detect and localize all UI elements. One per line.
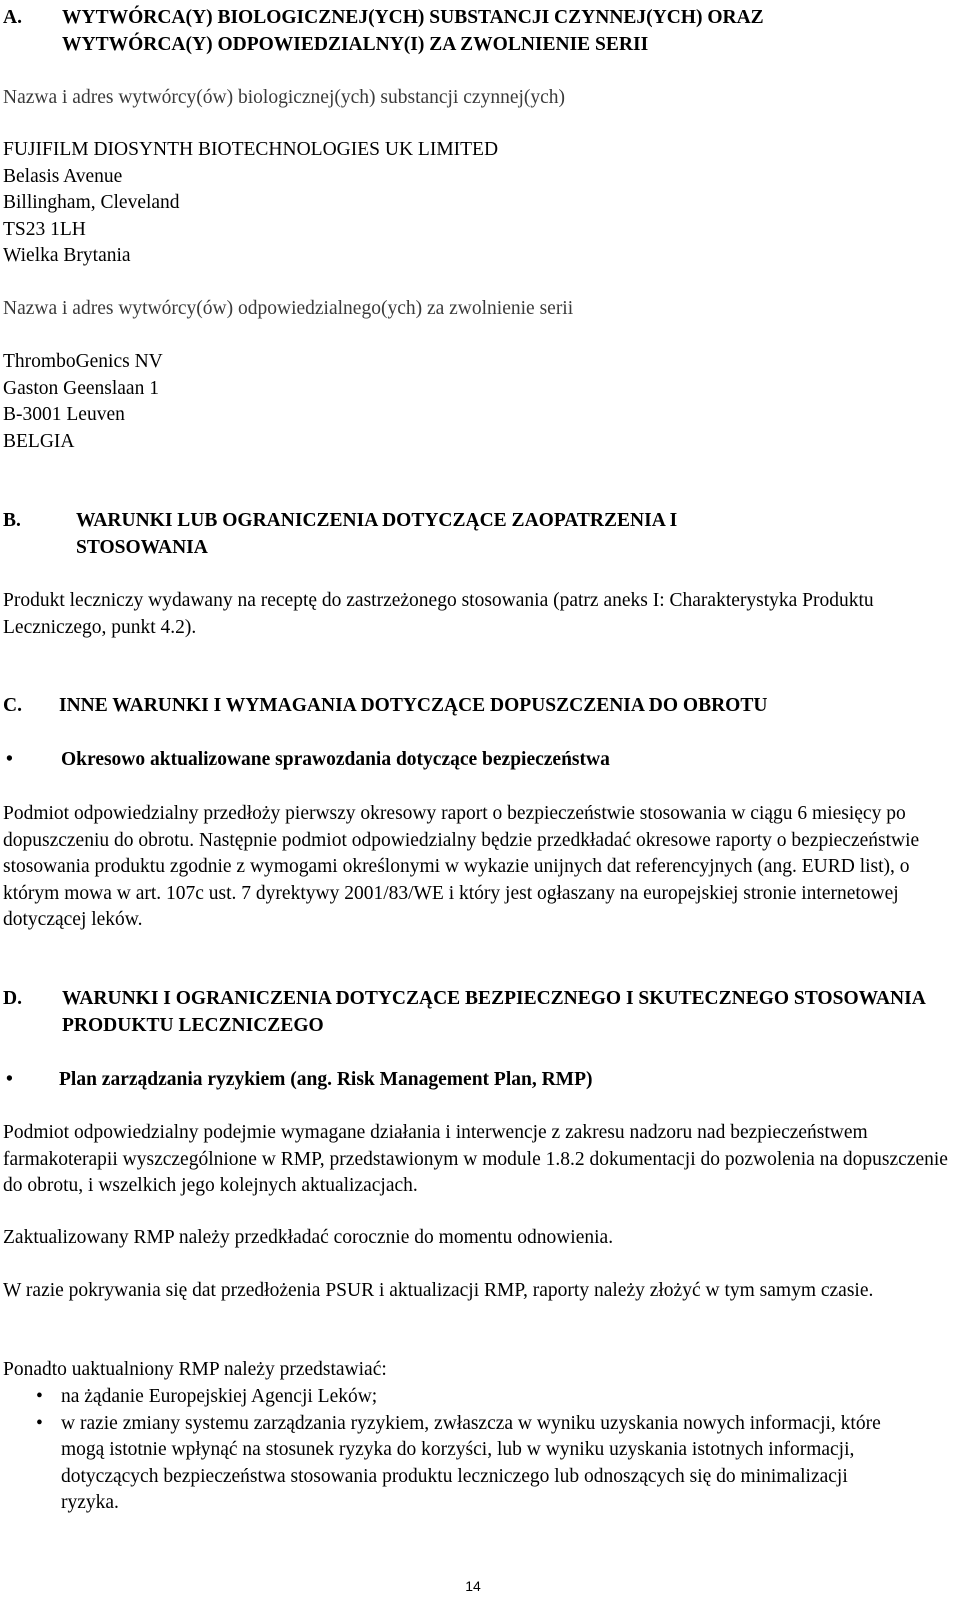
bullet-icon: • xyxy=(36,1412,43,1434)
psur-heading: Okresowo aktualizowane sprawozdania dotyczące bezpieczeństwa xyxy=(61,749,610,770)
list-item xyxy=(3,1384,948,1411)
bullet-icon: • xyxy=(6,749,13,770)
section-c-bullet-heading xyxy=(3,747,948,774)
rmp-para-2: Zaktualizowany RMP należy przedkładać corocznie do momentu odnowienia. xyxy=(3,1227,614,1248)
address-line: FUJIFILM DIOSYNTH BIOTECHNOLOGIES UK LIMITED xyxy=(3,139,499,160)
rmp-heading: Plan zarządzania ryzykiem (ang. Risk Management Plan, RMP) xyxy=(59,1069,593,1090)
section-a-heading xyxy=(3,5,948,58)
list-item-text: w razie zmiany systemu zarządzania ryzykiem, zwłaszcza w wyniku uzyskania nowych informacji, które mogą istotnie wpłynąć na stosunek ryzyka do korzyści, lub w wyniku uzyskania istotnych informacji, dotyczących bezpieczeństwa stosowania produktu leczniczego lub odnoszących się do minimalizacji ryzyka. xyxy=(61,1412,881,1513)
list-item xyxy=(3,1411,948,1517)
section-a-title: WYTWÓRCA(Y) BIOLOGICZNEJ(YCH) SUBSTANCJI CZYNNEJ(YCH) ORAZ WYTWÓRCA(Y) ODPOWIEDZIALNY(I) ZA ZWOLNIENIE SERII xyxy=(62,7,764,55)
address-line: BELGIA xyxy=(3,430,75,452)
bullet-icon: • xyxy=(6,1069,13,1090)
release-address xyxy=(3,349,948,455)
address-line: B-3001 Leuven xyxy=(3,404,125,425)
section-b-heading xyxy=(3,508,948,561)
section-d-bullet-heading xyxy=(3,1067,948,1094)
rmp-para-4: Ponadto uaktualniony RMP należy przedstawiać: xyxy=(3,1359,387,1380)
section-b-number: B. xyxy=(3,510,21,531)
rmp-submission-list xyxy=(3,1384,948,1517)
section-c-heading xyxy=(3,693,948,720)
rmp-para-1: Podmiot odpowiedzialny podejmie wymagane działania i interwencje z zakresu nadzoru nad bezpieczeństwem farmakoterapii wyszczególnione w RMP, przedstawionym w module 1.8.2 dokumentacji do pozwolenia na dopuszczenie do obrotu, i wszelkich jego kolejnych aktualizacjach. xyxy=(3,1122,948,1196)
release-label: Nazwa i adres wytwórcy(ów) odpowiedzialnego(ych) za zwolnienie serii xyxy=(3,298,574,319)
section-c-body: Podmiot odpowiedzialny przedłoży pierwszy okresowy raport o bezpieczeństwie stosowania w ciągu 6 miesięcy po dopuszczeniu do obrotu. Następnie podmiot odpowiedzialny będzie przedkładać okresowe raporty o bezpieczeństwie stosowania produktu zgodnie z wymogami określonymi w wykazie unijnych dat referencyjnych (ang. EURD list), o którym mowa w art. 107c ust. 7 dyrektywy 2001/83/WE i który jest ogłaszany na europejskiej stronie internetowej dotyczącej leków. xyxy=(3,803,920,930)
address-line: Gaston Geenslaan 1 xyxy=(3,377,159,399)
address-line: Wielka Brytania xyxy=(3,245,131,266)
manufacturer-address xyxy=(3,137,948,270)
section-b-title: WARUNKI LUB OGRANICZENIA DOTYCZĄCE ZAOPATRZENIA I STOSOWANIA xyxy=(76,510,678,558)
page-number: 14 xyxy=(465,1578,481,1594)
manufacturer-label: Nazwa i adres wytwórcy(ów) biologicznej(ych) substancji czynnej(ych) xyxy=(3,87,566,108)
section-c-title: INNE WARUNKI I WYMAGANIA DOTYCZĄCE DOPUSZCZENIA DO OBROTU xyxy=(59,695,768,716)
bullet-icon: • xyxy=(36,1386,43,1407)
section-d-number: D. xyxy=(3,988,22,1009)
section-b-body: Produkt leczniczy wydawany na receptę do zastrzeżonego stosowania (patrz aneks I: Charakterystyka Produktu Leczniczego, punkt 4.2). xyxy=(3,590,874,638)
address-line: Belasis Avenue xyxy=(3,165,123,187)
address-line: TS23 1LH xyxy=(3,218,86,240)
section-c-number: C. xyxy=(3,695,22,716)
list-item-text: na żądanie Europejskiej Agencji Leków; xyxy=(61,1386,378,1407)
section-d-title: WARUNKI I OGRANICZENIA DOTYCZĄCE BEZPIECZNEGO I SKUTECZNEGO STOSOWANIA PRODUKTU LECZNICZEGO xyxy=(62,988,925,1036)
address-line: ThromboGenics NV xyxy=(3,351,163,372)
rmp-para-3: W razie pokrywania się dat przedłożenia PSUR i aktualizacji RMP, raporty należy złożyć w tym samym czasie. xyxy=(3,1280,874,1301)
address-line: Billingham, Cleveland xyxy=(3,192,180,213)
section-a-number: A. xyxy=(3,7,22,28)
section-d-heading xyxy=(3,986,948,1039)
